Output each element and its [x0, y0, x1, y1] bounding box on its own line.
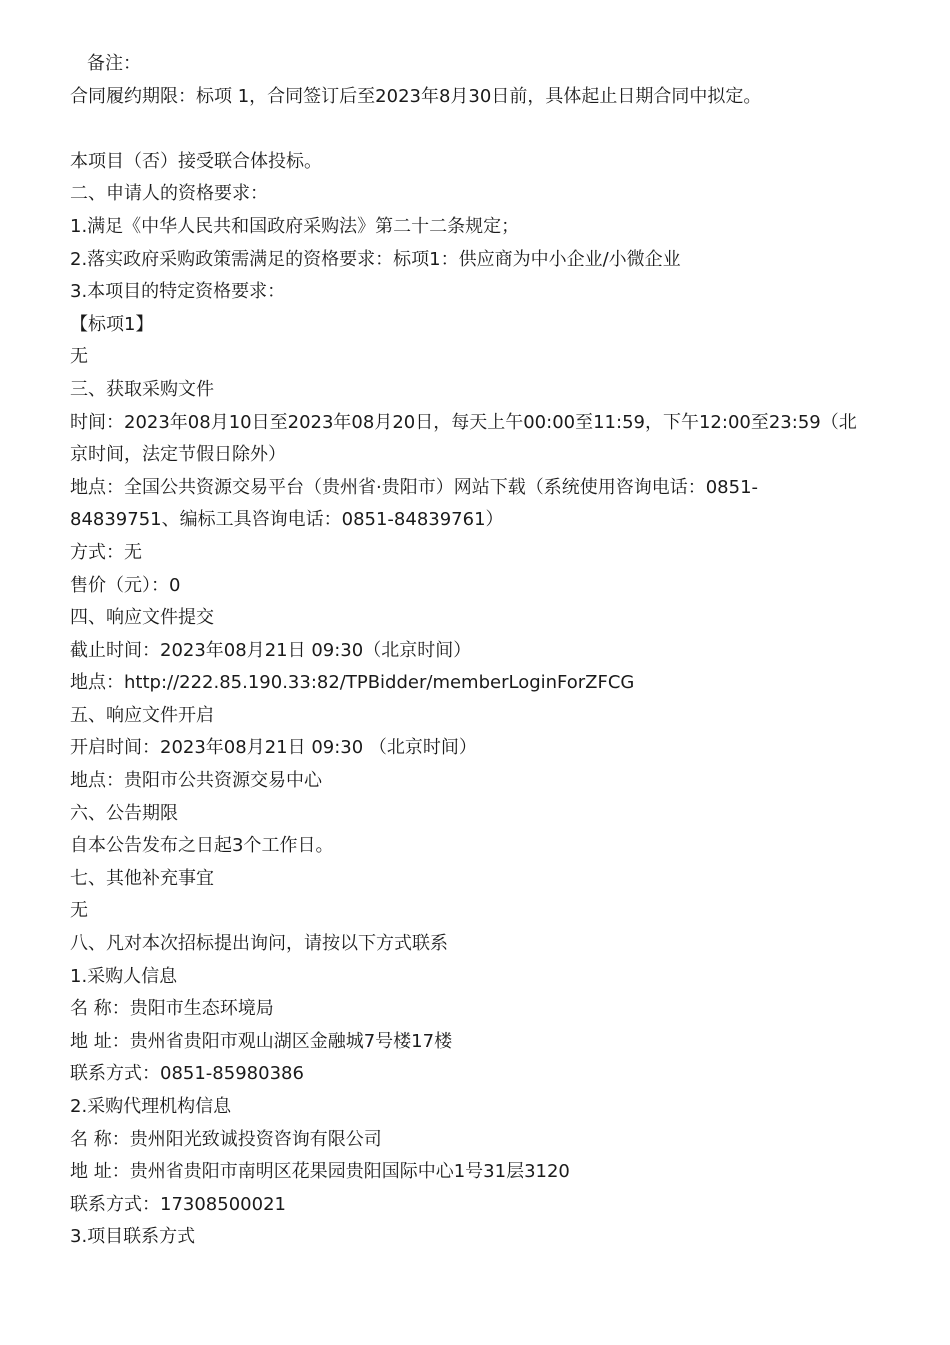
- qualification-item-1: 1.满足《中华人民共和国政府采购法》第二十二条规定；: [70, 215, 520, 237]
- section-heading-contact: 八、凡对本次招标提出询问，请按以下方式联系: [70, 933, 448, 955]
- section-heading-opening: 五、响应文件开启: [70, 704, 214, 726]
- project-contact-heading: 3.项目联系方式: [70, 1226, 196, 1248]
- section-heading-submission: 四、响应文件提交: [70, 607, 214, 629]
- qualification-item-2: 2.落实政府采购政策需满足的资格要求：标项1：供应商为中小企业/小微企业: [70, 248, 681, 270]
- section-heading-other-matters: 七、其他补充事宜: [70, 867, 214, 889]
- obtain-location-continued: 84839751、编标工具咨询电话：0851-84839761）: [70, 509, 504, 531]
- qualification-item-3: 3.本项目的特定资格要求：: [70, 281, 286, 303]
- obtain-time: 时间：2023年08月10日至2023年08月20日，每天上午00:00至11:59，下午12:00至23:59（北: [70, 411, 857, 433]
- section-heading-obtain-documents: 三、获取采购文件: [70, 378, 214, 400]
- agency-contact: 联系方式：17308500021: [70, 1193, 286, 1215]
- opening-time: 开启时间：2023年08月21日 09:30 （北京时间）: [70, 737, 477, 759]
- opening-location: 地点：贵阳市公共资源交易中心: [70, 770, 322, 792]
- purchaser-info-heading: 1.采购人信息: [70, 965, 178, 987]
- purchaser-name: 名 称：贵阳市生态环境局: [70, 998, 274, 1020]
- document-page: [70, 48, 890, 1254]
- agency-address: 地 址：贵州省贵阳市南明区花果园贵阳国际中心1号31层3120: [70, 1161, 570, 1183]
- contract-period: 合同履约期限：标项 1，合同签订后至2023年8月30日前，具体起止日期合同中拟定。: [70, 85, 762, 107]
- announcement-period-value: 自本公告发布之日起3个工作日。: [70, 835, 334, 857]
- agency-info-heading: 2.采购代理机构信息: [70, 1096, 232, 1117]
- other-matters-value: 无: [70, 900, 88, 922]
- section-heading-qualifications: 二、申请人的资格要求：: [70, 183, 268, 205]
- remarks-label: 备注：: [87, 53, 141, 74]
- obtain-location: 地点：全国公共资源交易平台（贵州省·贵阳市）网站下载（系统使用咨询电话：0851-: [70, 476, 759, 498]
- submission-location-link[interactable]: 地点：http://222.85.190.33:82/TPBidder/memberLoginForZFCG: [70, 672, 635, 694]
- obtain-time-continued: 京时间，法定节假日除外）: [70, 444, 286, 466]
- agency-name: 名 称：贵州阳光致诚投资咨询有限公司: [70, 1128, 382, 1150]
- purchaser-address: 地 址：贵州省贵阳市观山湖区金融城7号楼17楼: [70, 1030, 453, 1052]
- lot-label: 【标项1】: [70, 313, 154, 335]
- blank-line: [70, 113, 890, 146]
- section-heading-announcement-period: 六、公告期限: [70, 802, 178, 824]
- lot-requirement-value: 无: [70, 346, 88, 368]
- submission-deadline: 截止时间：2023年08月21日 09:30（北京时间）: [70, 639, 472, 661]
- purchaser-contact: 联系方式：0851-85980386: [70, 1063, 304, 1085]
- document-price: 售价（元）：0: [70, 574, 181, 596]
- obtain-method: 方式：无: [70, 541, 142, 563]
- consortium-note: 本项目（否）接受联合体投标。: [70, 150, 322, 172]
